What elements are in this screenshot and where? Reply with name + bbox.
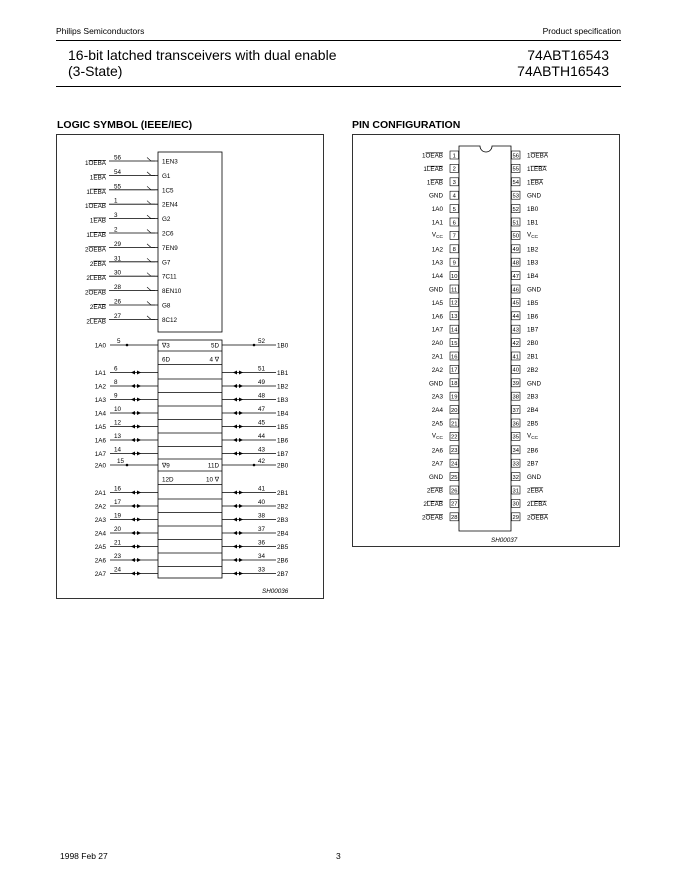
b-pin-number: 42 <box>258 458 266 465</box>
junction-dot <box>253 344 256 347</box>
a-port-label: 1A2 <box>94 383 106 391</box>
pin-number-right: 38 <box>512 394 519 401</box>
b-pin-number: 47 <box>258 406 266 413</box>
pin-name-right: 2B2 <box>527 366 539 374</box>
pin-number-left: 24 <box>450 461 458 468</box>
control-pin-number: 1 <box>114 197 118 205</box>
control-signal-label: 1LEAB <box>86 232 106 239</box>
pin-number-left: 28 <box>450 515 458 522</box>
pin-name-left: 1LEAB <box>423 165 443 173</box>
cell-function-label: 6D <box>162 356 171 364</box>
b-port-label: 2B6 <box>277 557 289 565</box>
active-low-indicator <box>147 244 155 248</box>
control-signal-label: 2LEBA <box>86 275 106 283</box>
pin-name-right: 2B5 <box>527 420 539 428</box>
logic-symbol-heading: LOGIC SYMBOL (IEEE/IEC) <box>57 119 193 131</box>
pin-name-right: GND <box>527 474 541 482</box>
a-port-label: 2A4 <box>94 530 106 538</box>
pin-name-left: 1A1 <box>431 219 443 227</box>
b-pin-number: 37 <box>258 526 266 533</box>
control-signal-label: 1EAB <box>89 217 106 225</box>
pin-number-right: 31 <box>512 488 519 495</box>
b-pin-number: 45 <box>258 419 266 427</box>
control-signal-label: 1OEBA <box>84 160 106 167</box>
pin-number-left: 10 <box>450 273 458 280</box>
b-port-label: 2B7 <box>277 571 289 578</box>
cell-function-label: ∇3 <box>162 342 170 350</box>
pin-name-left: 2A6 <box>431 447 443 455</box>
pin-number-right: 48 <box>512 260 519 267</box>
cell-function-label: ∇9 <box>162 462 170 470</box>
b-port-label: 1B1 <box>277 370 289 377</box>
pin-name-left: 1A0 <box>431 206 443 214</box>
a-pin-number: 9 <box>114 392 118 400</box>
control-signal-label: 2EBA <box>89 260 106 268</box>
pin-number-left: 5 <box>452 206 456 213</box>
b-pin-number: 34 <box>258 553 266 560</box>
pin-number-left: 8 <box>452 247 456 254</box>
pin-number-left: 13 <box>450 314 458 321</box>
a-pin-number: 13 <box>114 433 122 440</box>
b-port-label: 1B3 <box>277 397 289 404</box>
pin-name-left: GND <box>429 286 443 294</box>
pin-number-right: 47 <box>512 273 519 280</box>
pin-name-right: 1B7 <box>527 326 539 334</box>
b-pin-number: 41 <box>258 485 266 493</box>
page-number: 3 <box>336 851 341 861</box>
pin-number-left: 7 <box>452 233 456 240</box>
a-pin-number: 21 <box>114 539 122 547</box>
control-pin-number: 28 <box>114 284 122 292</box>
b-port-label: 1B5 <box>277 424 289 431</box>
pin-number-right: 37 <box>512 407 519 414</box>
pin-name-left: 1EAB <box>426 179 443 187</box>
pin-number-right: 32 <box>512 474 519 481</box>
control-pin-number: 29 <box>114 240 122 248</box>
a-port-label: 2A3 <box>94 517 106 524</box>
pin-number-right: 35 <box>512 434 519 441</box>
pin-name-right: 1B3 <box>527 259 539 267</box>
company-name: Philips Semiconductors <box>56 26 145 36</box>
pin-name-left: GND <box>429 380 443 388</box>
b-port-label: 1B7 <box>277 451 289 458</box>
junction-dot <box>253 464 256 467</box>
active-low-indicator <box>147 287 155 291</box>
b-pin-number: 51 <box>258 365 266 373</box>
b-pin-number: 36 <box>258 539 266 547</box>
pin-number-left: 27 <box>450 501 458 508</box>
pin-number-left: 1 <box>452 153 456 160</box>
pin-name-right: 2B0 <box>527 340 539 348</box>
pin-number-left: 11 <box>451 287 458 294</box>
pin-name-left: $V_{CC}$ <box>431 231 443 240</box>
pin-name-left: 1OEAB <box>421 152 443 160</box>
pin-name-left: 1A6 <box>431 313 443 321</box>
control-pin-number: 31 <box>114 255 122 263</box>
control-pin-number: 54 <box>114 168 122 176</box>
pin-configuration-frame <box>353 135 620 547</box>
pin-number-right: 41 <box>512 354 519 361</box>
pin-number-right: 29 <box>512 515 519 522</box>
b-port-label: 1B0 <box>277 342 289 350</box>
a-pin-number: 17 <box>114 499 122 506</box>
b-pin-number: 38 <box>258 512 266 520</box>
a-port-label: 2A6 <box>94 557 106 565</box>
b-port-label: 2B1 <box>277 490 289 497</box>
pin-number-right: 45 <box>512 300 519 307</box>
b-port-label: 1B6 <box>277 437 289 445</box>
active-low-indicator <box>147 230 155 234</box>
a-port-label: 1A7 <box>94 451 106 458</box>
pin-number-left: 26 <box>450 488 458 495</box>
pin-number-right: 50 <box>512 233 519 240</box>
pin-number-right: 56 <box>512 153 519 160</box>
pin-name-right: 2B4 <box>527 407 539 415</box>
control-signal-label: 1LEBA <box>86 188 106 196</box>
b-port-label: 2B2 <box>277 503 289 511</box>
cell-function-label: 11D <box>207 462 219 470</box>
pin-number-left: 6 <box>452 220 456 227</box>
pin-name-left: 2OEAB <box>421 514 443 522</box>
active-low-indicator <box>147 302 155 306</box>
b-port-label: 2B5 <box>277 544 289 551</box>
control-signal-label: 1OEAB <box>84 203 106 211</box>
a-port-label: 1A1 <box>94 370 106 377</box>
active-low-indicator <box>147 215 155 219</box>
b-port-label: 2B3 <box>277 517 289 524</box>
control-pin-number: 55 <box>114 183 122 191</box>
a-pin-number: 14 <box>114 446 122 454</box>
pin-number-right: 40 <box>512 367 519 374</box>
logic-symbol-code: SH00036 <box>262 588 289 595</box>
control-function-label: G7 <box>162 259 171 267</box>
pin-number-left: 21 <box>450 421 458 428</box>
pin-name-left: 2A2 <box>431 366 443 374</box>
a-port-label: 2A2 <box>94 503 106 511</box>
ic-package-body <box>459 146 511 531</box>
control-pin-number: 30 <box>114 269 122 277</box>
cell-function-label: 5D <box>210 342 219 350</box>
cell-function-label: 12D <box>162 476 174 484</box>
pin-name-right: 1LEBA <box>527 165 547 173</box>
part-number-2: 74ABTH16543 <box>517 63 609 79</box>
junction-dot <box>126 344 129 347</box>
pin-number-left: 23 <box>450 448 458 455</box>
pin-name-left: 1A5 <box>431 299 443 307</box>
control-signal-label: 2LEAB <box>86 318 106 326</box>
pin-name-right: 1OEBA <box>527 152 549 160</box>
control-function-label: G2 <box>162 216 171 224</box>
page-title-line1: 16-bit latched transceivers with dual enable <box>68 47 337 63</box>
pin-number-left: 3 <box>452 180 456 187</box>
control-function-label: 7C11 <box>162 273 177 281</box>
pin-name-right: 1B4 <box>527 273 539 281</box>
control-function-label: G1 <box>162 172 171 180</box>
pin-number-right: 54 <box>512 180 519 187</box>
control-signal-label: 2OEAB <box>84 289 106 297</box>
control-function-label: 8EN10 <box>162 288 182 296</box>
pin-name-right: 2OEBA <box>527 514 549 522</box>
active-low-indicator <box>147 186 155 190</box>
pin-name-right: 2B1 <box>527 353 539 361</box>
control-function-label: G8 <box>162 302 171 310</box>
pin-name-left: 1A2 <box>431 246 443 254</box>
control-signal-label: 2EAB <box>89 304 106 311</box>
pin-number-left: 2 <box>452 166 456 173</box>
pin-name-right: 2B3 <box>527 393 539 401</box>
pin-name-left: 2LEAB <box>423 500 443 508</box>
control-function-label: 2EN4 <box>162 201 178 209</box>
a-pin-number: 20 <box>114 526 122 533</box>
pin-number-right: 52 <box>512 206 519 213</box>
pin-name-left: 2A5 <box>431 420 443 428</box>
footer-date: 1998 Feb 27 <box>60 851 108 861</box>
pin-name-right: 1B6 <box>527 313 539 321</box>
pin-number-right: 30 <box>512 501 519 508</box>
pin-configuration-heading: PIN CONFIGURATION <box>352 119 461 131</box>
control-pin-number: 56 <box>114 154 122 162</box>
pin-name-right: $V_{CC}$ <box>527 432 539 441</box>
control-pin-number: 26 <box>114 298 122 306</box>
a-pin-number: 8 <box>114 379 118 386</box>
b-pin-number: 33 <box>258 566 266 574</box>
a-pin-number: 5 <box>117 338 121 345</box>
pin-number-right: 42 <box>512 340 519 347</box>
control-function-label: 2C6 <box>162 230 174 238</box>
pin-number-left: 25 <box>450 474 458 481</box>
active-low-indicator <box>147 158 155 162</box>
pin-name-left: 1A7 <box>431 326 443 334</box>
pin-name-left: 2EAB <box>426 487 443 495</box>
control-function-label: 1C5 <box>162 187 174 195</box>
pin-name-right: 1B2 <box>527 246 539 254</box>
b-port-label: 1B4 <box>277 410 289 418</box>
pin-number-left: 22 <box>450 434 458 441</box>
pin-name-left: GND <box>429 192 443 200</box>
pin-number-left: 14 <box>450 327 458 334</box>
pin-name-left: 1A4 <box>431 273 443 281</box>
pin-number-left: 19 <box>450 394 458 401</box>
control-pin-number: 2 <box>114 226 118 234</box>
pin-name-left: 2A1 <box>431 353 443 361</box>
pin-number-left: 12 <box>450 300 458 307</box>
junction-dot <box>126 464 129 467</box>
pin-number-right: 53 <box>512 193 519 200</box>
control-function-label: 1EN3 <box>162 158 178 166</box>
pin-name-right: 2B6 <box>527 447 539 455</box>
control-pin-number: 27 <box>114 312 122 320</box>
pin-number-right: 33 <box>512 461 519 468</box>
pin-name-left: GND <box>429 474 443 482</box>
pin-number-right: 55 <box>512 166 519 173</box>
b-pin-number: 49 <box>258 379 266 386</box>
pin-number-right: 36 <box>512 421 519 428</box>
pin-name-left: 2A4 <box>431 407 443 415</box>
a-pin-number: 24 <box>114 566 122 574</box>
pin-name-right: 2EBA <box>527 487 544 495</box>
pin-name-left: 1A3 <box>431 259 443 267</box>
pin-name-left: 2A3 <box>431 393 443 401</box>
pin-number-right: 34 <box>512 448 519 455</box>
a-pin-number: 16 <box>114 485 122 493</box>
control-pin-number: 3 <box>114 212 118 220</box>
pin-number-right: 43 <box>512 327 519 334</box>
a-port-label: 2A1 <box>94 490 106 497</box>
pin-number-left: 15 <box>450 340 458 347</box>
a-port-label: 2A0 <box>94 462 106 470</box>
active-low-indicator <box>147 201 155 205</box>
control-function-label: 8C12 <box>162 316 178 324</box>
control-signal-label: 2OEBA <box>84 246 106 254</box>
pin-name-right: 2B7 <box>527 460 539 468</box>
pin-name-right: GND <box>527 286 541 294</box>
a-port-label: 1A3 <box>94 397 106 404</box>
b-pin-number: 48 <box>258 392 266 400</box>
b-pin-number: 52 <box>258 338 266 345</box>
pin-configuration-diagram <box>353 135 620 547</box>
cell-function-label: 10 ∇ <box>206 476 219 484</box>
pin-name-right: 1B5 <box>527 299 539 307</box>
part-number-1: 74ABT16543 <box>527 47 609 63</box>
pin-name-right: $V_{CC}$ <box>527 231 539 240</box>
pin-number-left: 9 <box>452 260 456 267</box>
pin-name-right: 1B0 <box>527 206 539 214</box>
b-port-label: 2B0 <box>277 462 289 470</box>
a-port-label: 1A0 <box>94 342 106 350</box>
pin-name-right: GND <box>527 380 541 388</box>
b-pin-number: 44 <box>258 433 266 440</box>
a-port-label: 1A4 <box>94 410 106 418</box>
pin-number-right: 49 <box>512 247 519 254</box>
a-pin-number: 23 <box>114 553 122 560</box>
logic-symbol-diagram <box>57 135 324 599</box>
b-port-label: 2B4 <box>277 530 289 538</box>
cell-function-label: 4 ∇ <box>209 356 219 364</box>
pin-name-left: 2A0 <box>431 340 443 348</box>
a-pin-number: 15 <box>117 458 125 465</box>
control-signal-label: 1EBA <box>89 174 106 182</box>
active-low-indicator <box>147 316 155 320</box>
pin-number-right: 46 <box>512 287 519 294</box>
pin-number-left: 17 <box>450 367 458 374</box>
active-low-indicator <box>147 258 155 262</box>
a-pin-number: 12 <box>114 419 122 427</box>
pin-number-left: 18 <box>450 381 458 388</box>
pin-name-right: GND <box>527 192 541 200</box>
a-pin-number: 10 <box>114 406 122 413</box>
a-port-label: 1A6 <box>94 437 106 445</box>
pin-number-left: 20 <box>450 407 458 414</box>
a-port-label: 2A5 <box>94 544 106 551</box>
pin-number-right: 51 <box>512 220 519 227</box>
pin-name-right: 1B1 <box>527 219 539 227</box>
b-port-label: 1B2 <box>277 383 289 391</box>
pin-number-left: 16 <box>450 354 458 361</box>
pin-number-left: 4 <box>452 193 456 200</box>
page-title-line2: (3-State) <box>68 63 123 79</box>
pin-name-left: $V_{CC}$ <box>431 432 443 441</box>
document-type: Product specification <box>542 26 621 36</box>
a-port-label: 1A5 <box>94 424 106 431</box>
active-low-indicator <box>147 172 155 176</box>
b-pin-number: 40 <box>258 499 266 506</box>
a-port-label: 2A7 <box>94 571 106 578</box>
a-pin-number: 19 <box>114 512 122 520</box>
control-function-label: 7EN9 <box>162 244 178 252</box>
pin-name-right: 2LEBA <box>527 500 547 508</box>
pin-number-right: 44 <box>512 314 519 321</box>
a-pin-number: 6 <box>114 365 118 373</box>
pin-configuration-code: SH00037 <box>491 537 518 544</box>
pin-number-right: 39 <box>512 381 519 388</box>
active-low-indicator <box>147 273 155 277</box>
pin-name-left: 2A7 <box>431 460 443 468</box>
pin-name-right: 1EBA <box>527 179 544 187</box>
b-pin-number: 43 <box>258 446 266 454</box>
